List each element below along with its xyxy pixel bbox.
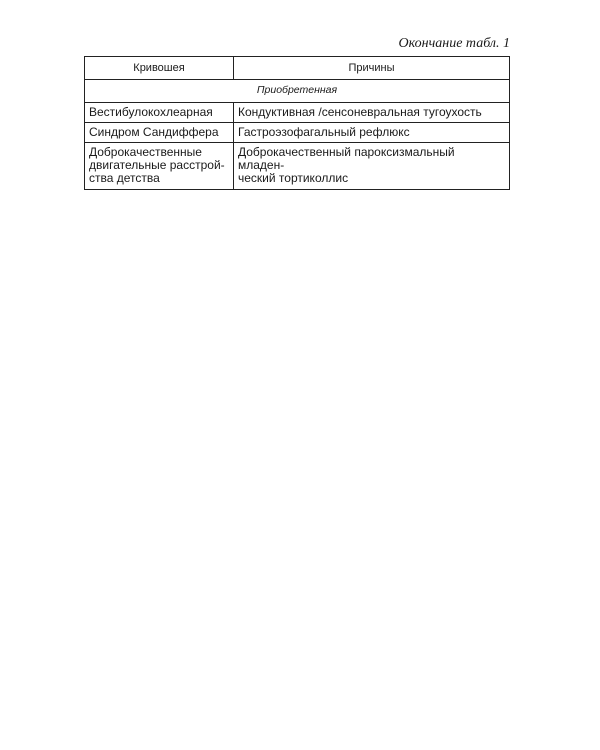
header-torticollis: Кривошея: [85, 57, 234, 80]
section-title-acquired: Приобретенная: [85, 80, 510, 103]
cell-type: Вестибулокохлеарная: [85, 103, 234, 123]
table-row: [85, 123, 510, 143]
table-row: [85, 103, 510, 123]
table-row: [85, 143, 510, 190]
cell-type: Синдром Сандиффера: [85, 123, 234, 143]
section-row: [85, 80, 510, 103]
cell-type: Доброкачественные двигательные расстрой- ства детства: [85, 143, 234, 190]
causes-table: [84, 56, 510, 190]
cell-cause: Гастроэзофагальный рефлюкс: [234, 123, 510, 143]
table-continuation-caption: Окончание табл. 1: [398, 36, 510, 51]
header-causes: Причины: [234, 57, 510, 80]
cell-cause: Кондуктивная /сенсоневральная тугоухость: [234, 103, 510, 123]
cell-cause: Доброкачественный пароксизмальный младен- ческий тортиколлис: [234, 143, 510, 190]
table-header-row: [85, 57, 510, 80]
